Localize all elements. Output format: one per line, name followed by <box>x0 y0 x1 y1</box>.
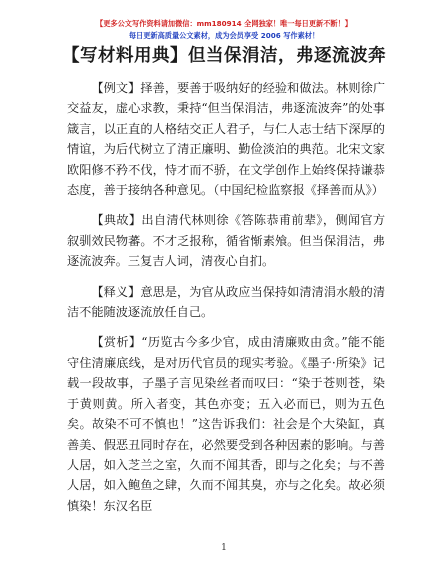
document-title: 【写材料用典】但当保涓洁，弗逐流波奔 <box>62 46 386 66</box>
paragraph-text: 出自清代林则徐《答陈恭甫前辈》，侧闻官方叙驯效民物蕃。不才乏报称，循省惭素飧。但当保涓洁，弗逐流波奔。三复吉人词，清夜心自扪。 <box>67 213 386 269</box>
paragraph-tag: 【典故】 <box>91 213 142 228</box>
paragraph-text: 择善，要善于吸纳好的经验和做法。林则徐广交益友，虚心求教，秉持“但当保涓洁，弗逐流波奔”的处事箴言，以正直的人格结交正人君子，与仁人志士结下深厚的情谊，为后代树立了清正廉明、勤俭淡泊的典范。北宋文家欧阳修不矜不伐，恃才而不骄，在文学创作上始终保持谦恭态度，善于接纳各种意见。（中国纪检监察报《择善而从》） <box>67 81 386 198</box>
paragraph-example <box>67 78 385 200</box>
document-body <box>67 78 385 526</box>
paragraph-tag: 【例文】 <box>91 81 141 95</box>
banner-line-1: 【更多公文写作资料请加微信：mm180914 全网独家！唯一每日更新不断！】 <box>96 19 352 28</box>
header-banner <box>0 18 448 42</box>
banner-line-2: 每日更新高质量公文素材，成为会员享受 2006 写作素材！ <box>128 31 320 40</box>
paragraph-meaning <box>67 282 385 323</box>
paragraph-allusion <box>67 210 385 271</box>
paragraph-text: 意思是，为官从政应当保持如清清涓水般的清洁不能随波逐流放任自己。 <box>67 284 386 320</box>
paragraph-appreciation <box>67 332 385 516</box>
paragraph-tag: 【释义】 <box>91 284 141 299</box>
paragraph-tag: 【赏析】 <box>91 335 142 350</box>
page-number: 1 <box>221 543 227 553</box>
paragraph-text: “历览古今多少官，成由清廉败由贪。”能不能守住清廉底线，是对历代官员的现实考验。《墨子·所染》记载一段故事，子墨子言见染丝者而叹曰：“染于苍则苍，染于黄则黄。所入者变，其色亦变；五入必而已，则为五色矣。故染不可不慎也！”这告诉我们：社会是个大染缸，真善美、假恶丑同时存在，必然要受到各种因素的影响。与善人居，如入芝兰之室，久而不闻其香，即与之化矣；与不善人居，如入鲍鱼之肆，久而不闻其臭，亦与之化矣。故必须慎染！东汉名臣 <box>67 335 385 513</box>
